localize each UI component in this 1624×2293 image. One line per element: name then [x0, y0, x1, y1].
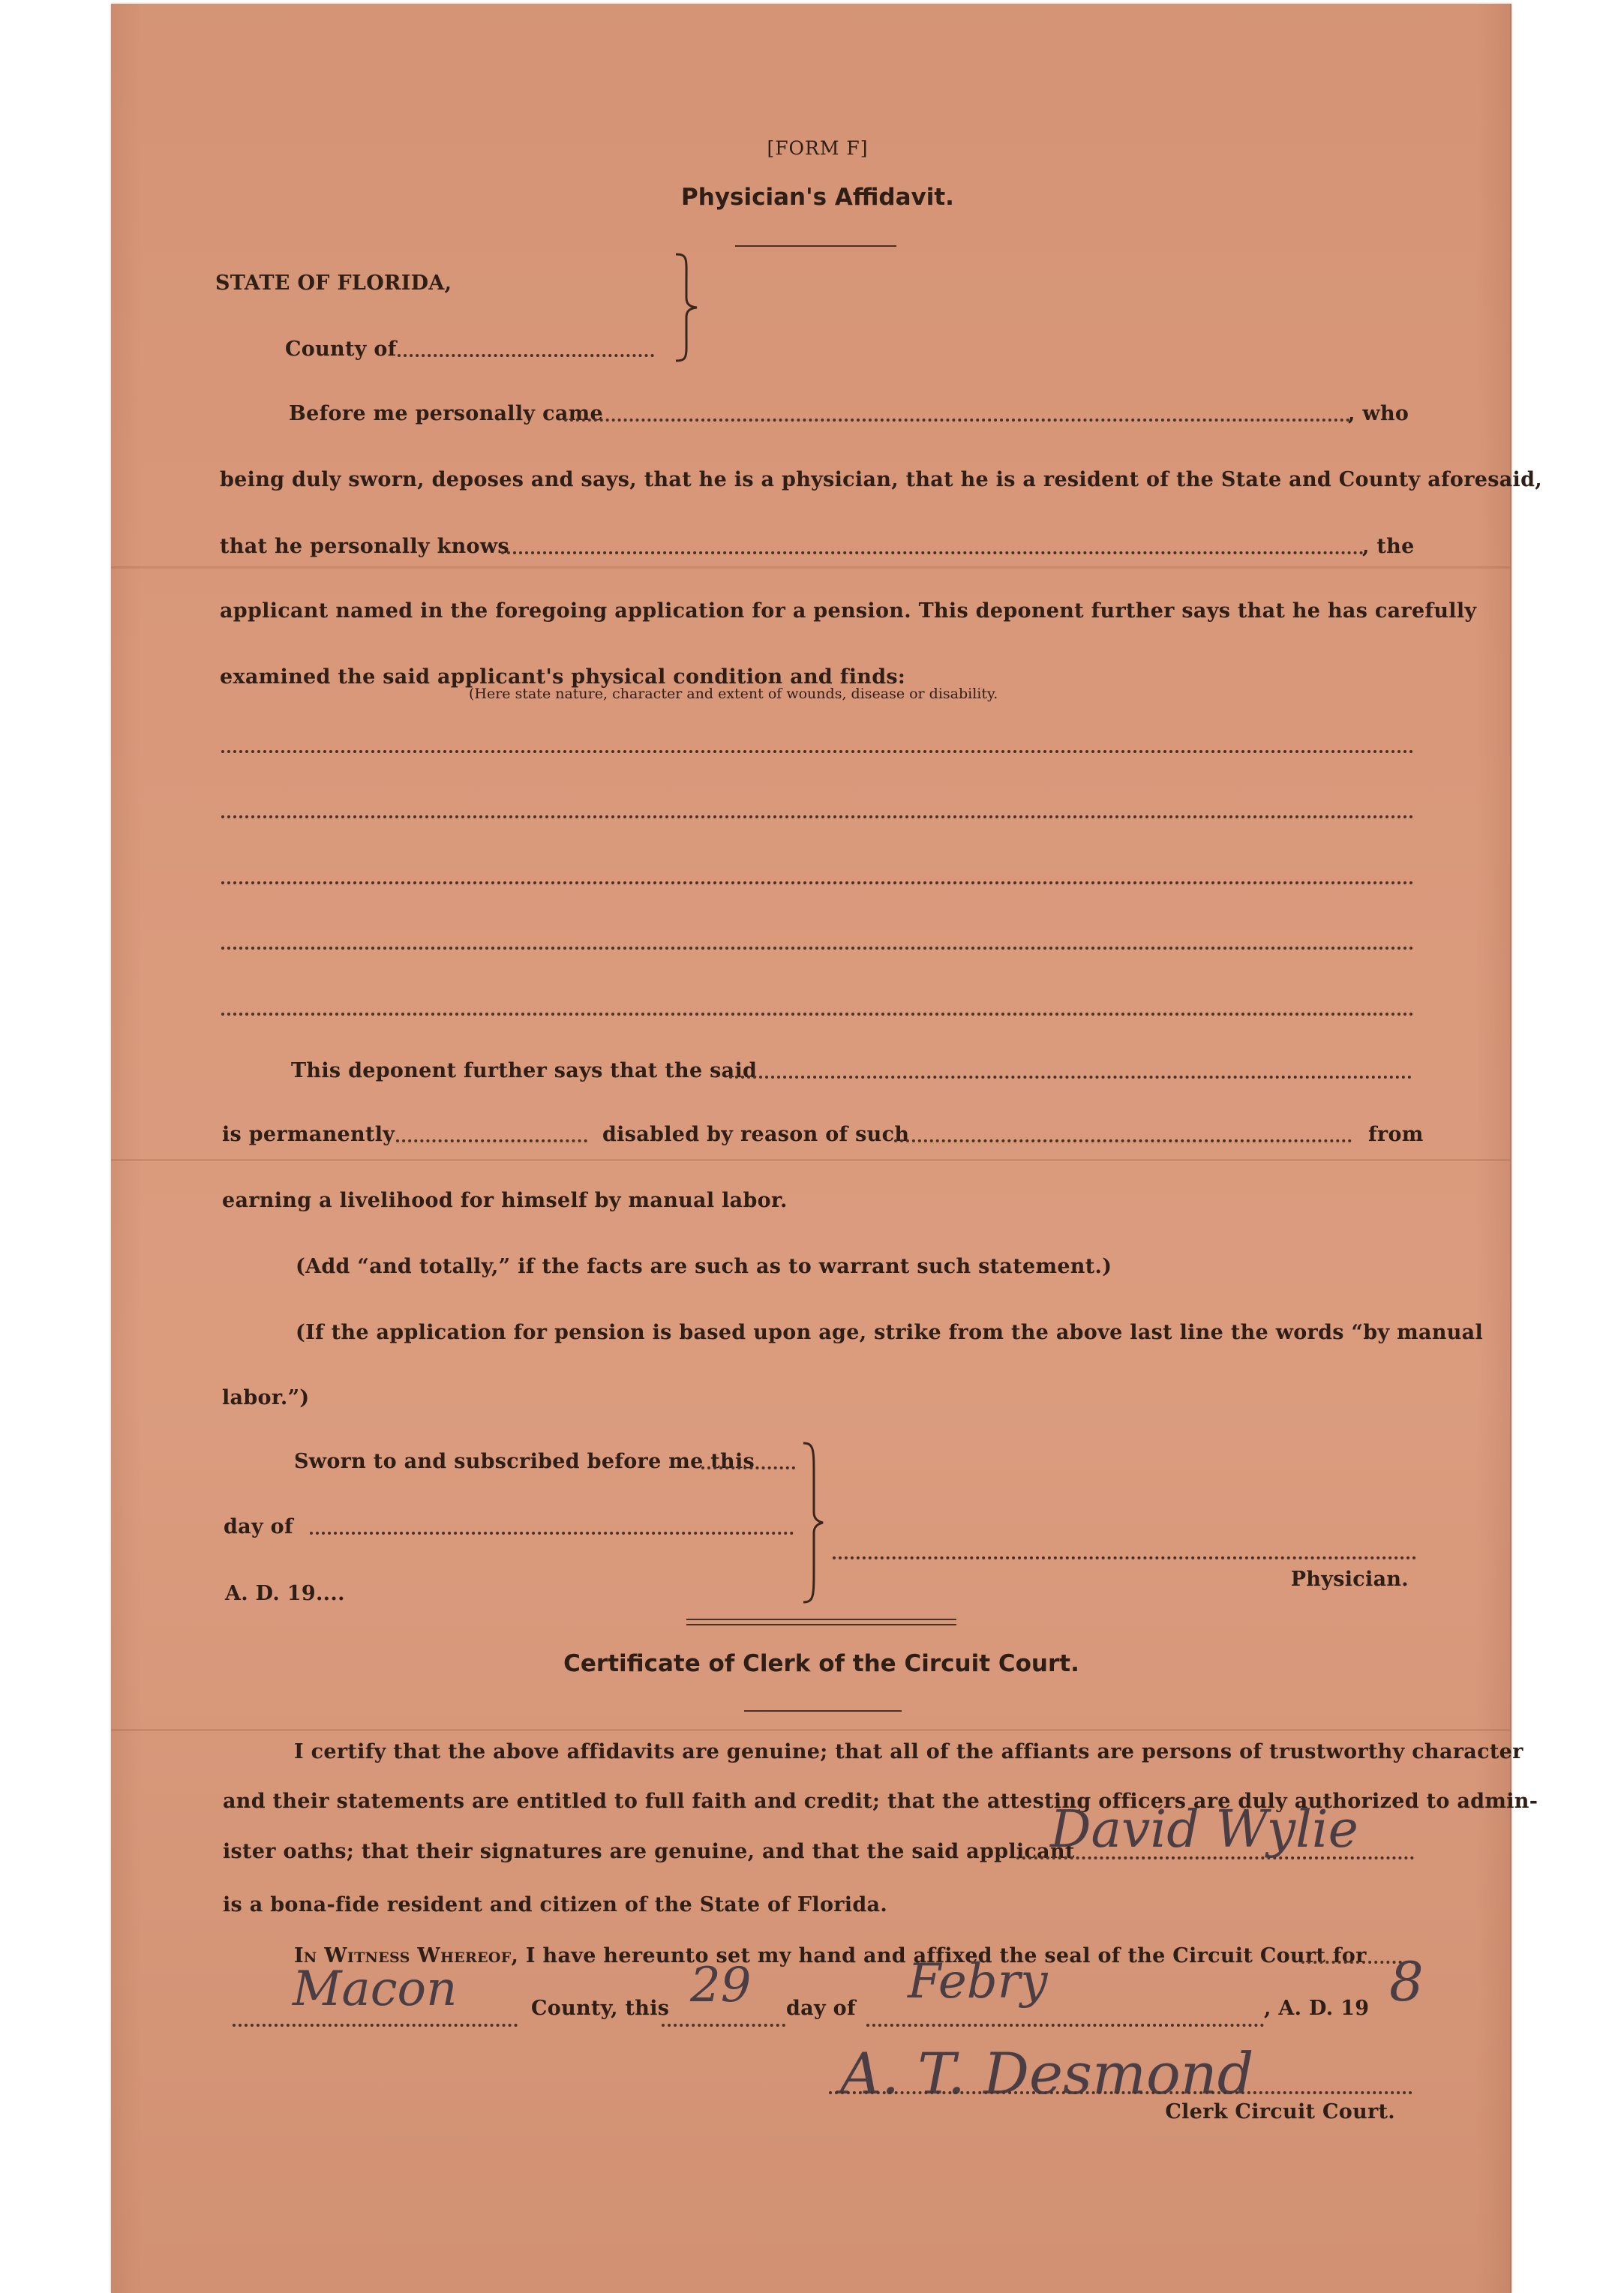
findings-line — [221, 750, 1414, 753]
age-note-1: (If the application for pension is based upon age, strike from the above last line the words “by manual — [296, 1321, 1484, 1344]
ad-label: , A. D. 19 — [1264, 1997, 1370, 2020]
state-label: STATE OF FLORIDA, — [215, 272, 452, 295]
who-label: , who — [1348, 402, 1409, 425]
clerk-signature-handwritten: A. T. Desmond — [840, 2040, 1254, 2107]
day-handwritten: 29 — [690, 1958, 752, 2013]
findings-line — [221, 881, 1414, 884]
county-blank — [398, 354, 654, 357]
county-label: County of — [285, 338, 397, 361]
examined-note: (Here state nature, character and extent of wounds, disease or disability. — [469, 686, 998, 702]
year-digit-handwritten: 8 — [1389, 1950, 1424, 2013]
applicant-name-blank — [729, 1076, 1412, 1079]
sworn-day-blank — [701, 1466, 795, 1469]
section-rule — [686, 1619, 956, 1620]
certificate-rule — [744, 1710, 902, 1712]
sworn-line: being duly sworn, deposes and says, that he is a physician, that he is a resident of the State and County aforesaid, — [220, 468, 1542, 491]
county-handwritten: Macon — [293, 1961, 458, 2017]
add-totally-note: (Add “and totally,” if the facts are such as to warrant such statement.) — [296, 1255, 1112, 1278]
certificate-line-3: ister oaths; that their signatures are genuine, and that the said applicant — [223, 1840, 1075, 1863]
permanently-label: is permanently — [222, 1123, 395, 1146]
physician-signature-line — [833, 1556, 1416, 1559]
livelihood-line: earning a livelihood for himself by manual labor. — [222, 1189, 788, 1212]
page-title: Physician's Affidavit. — [681, 184, 954, 211]
disabled-by-label: disabled by reason of such — [602, 1123, 910, 1146]
findings-line — [221, 1013, 1414, 1016]
section-rule — [686, 1624, 956, 1625]
clerk-signature-line — [829, 2091, 1412, 2094]
affiant-name-blank — [564, 419, 1350, 422]
month-blank — [866, 2024, 1264, 2027]
cause-blank — [894, 1139, 1352, 1142]
before-me-label: Before me personally came — [289, 402, 603, 425]
ad-19-label: A. D. 19.... — [225, 1582, 345, 1605]
applicant-name-handwritten: David Wylie — [1050, 1800, 1358, 1859]
degree-blank — [396, 1139, 587, 1142]
title-rule — [735, 245, 896, 247]
further-says-label: This deponent further says that the said — [291, 1059, 758, 1082]
findings-line — [221, 815, 1414, 818]
physician-label: Physician. — [1290, 1568, 1409, 1591]
certificate-line-1: I certify that the above affidavits are genuine; that all of the affiants are persons of trustworthy character — [294, 1740, 1523, 1763]
fold-crease — [111, 1729, 1510, 1731]
fold-crease — [111, 1159, 1510, 1161]
the-label: , the — [1362, 535, 1415, 558]
from-label: from — [1368, 1123, 1424, 1146]
clerk-label: Clerk Circuit Court. — [1165, 2100, 1395, 2123]
county-this-label: County, this — [531, 1997, 670, 2020]
day-of-label: day of — [224, 1515, 293, 1538]
fold-crease — [111, 566, 1510, 569]
examined-line: examined the said applicant's physical condition and finds: — [220, 665, 906, 689]
certificate-line-2: and their statements are entitled to full faith and credit; that the attesting officers are duly authorized to admin- — [223, 1790, 1538, 1813]
sworn-month-blank — [310, 1532, 794, 1535]
brace-icon — [671, 251, 701, 364]
witness-rest: I have hereunto set my hand and affixed the seal of the Circuit Court for — [525, 1944, 1367, 1967]
brace-icon — [797, 1440, 827, 1605]
form-label: [FORM F] — [767, 137, 869, 159]
witness-label: In Witness Whereof, — [294, 1944, 519, 1967]
certificate-title: Certificate of Clerk of the Circuit Court. — [563, 1650, 1079, 1677]
cert-day-of-label: day of — [786, 1997, 856, 2020]
personally-knows-label: that he personally knows — [220, 535, 509, 558]
applicant-line: applicant named in the foregoing application for a pension. This deponent further says that he has carefully — [220, 599, 1477, 623]
day-blank — [662, 2024, 785, 2027]
sworn-to-label: Sworn to and subscribed before me this — [294, 1450, 755, 1473]
certificate-line-4: is a bona-fide resident and citizen of the State of Florida. — [223, 1893, 888, 1916]
month-handwritten: Febry — [908, 1954, 1048, 2009]
findings-line — [221, 947, 1414, 950]
county-name-blank — [233, 2024, 518, 2027]
known-name-blank — [501, 551, 1364, 554]
age-note-2: labor.”) — [222, 1386, 310, 1409]
